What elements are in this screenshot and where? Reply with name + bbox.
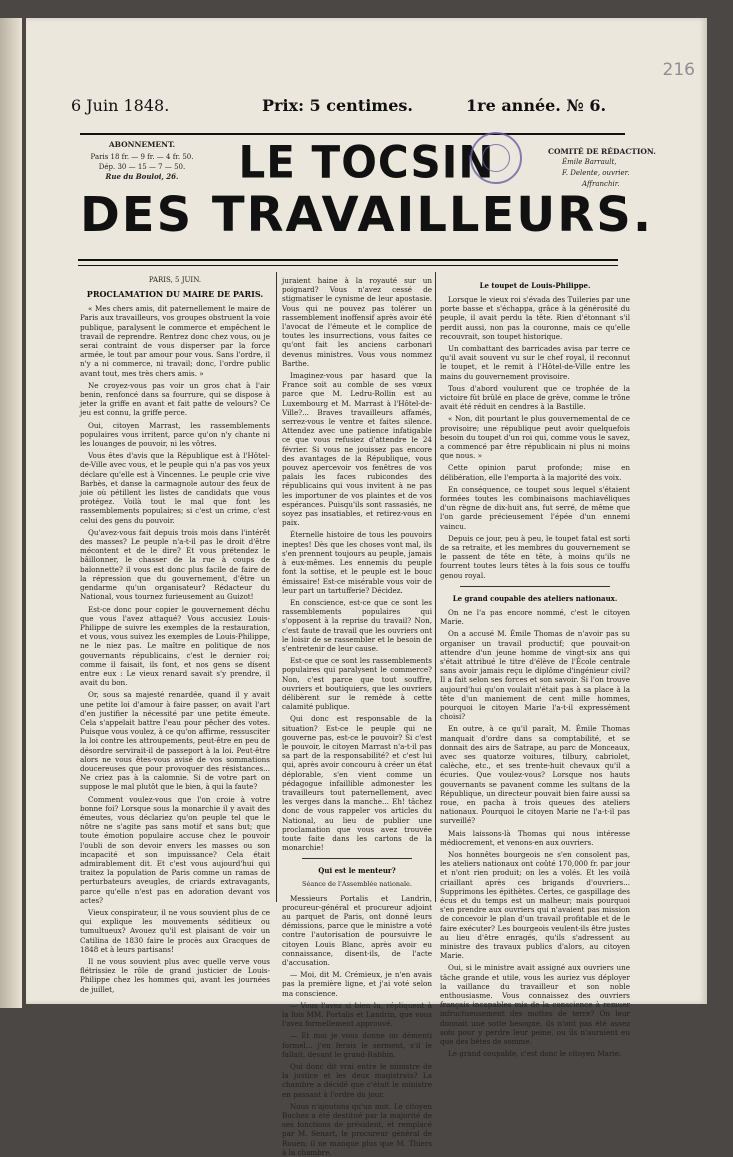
article-subheading: Séance de l'Assemblée nationale. (302, 880, 412, 889)
column-separator-1 (276, 272, 277, 902)
issue-number: 1re année. № 6. (466, 96, 607, 115)
paragraph: Cette opinion parut profonde; mise en délibération, elle l'emporta à la majorité des voix. (440, 463, 630, 482)
column-1 (80, 276, 270, 994)
masthead-title-line1: LE TOCSIN (238, 136, 495, 189)
article-heading-ateliers: Le grand coupable des ateliers nationaux. (452, 593, 618, 603)
article-heading-menteur: Qui est le menteur? (318, 866, 396, 876)
paragraph: Depuis ce jour, peu à peu, le toupet fatal est sorti de sa retraite, et les membres du gouvernement se le passent de tête en tête, à moins qu'ils ne fourrent toutes leurs têtes à la fois sous ce touffu genou royal. (440, 533, 630, 580)
paragraph: — Vous l'avez si bien lu, répliquent à la fois MM. Portalis et Landrin, que vous l'avez formellement approuvé. (282, 1000, 432, 1029)
paragraph: « Non, dit pourtant le plus gouvernemental de ce provisoire; une république peut avoir quelquefois besoin du toupet d'un roi qui, comme vous le savez, a commencé par être républicain ni plus ni moins que nous. » (440, 414, 630, 461)
issue-date: 6 Juin 1848. (71, 96, 170, 115)
column-2 (282, 276, 432, 1157)
paragraph: Un combattant des barricades avisa par terre ce qu'il avait souvent vu sur le chef royal, il reconnut le toupet, et le remit à l'Hôtel-de-Ville entre les mains du gouvernement provisoire. (440, 344, 630, 381)
paragraph: Est-ce que ce sont les rassemblements populaires qui paralysent le commerce? Non, c'est parce que tout souffre, ouvriers et boutiquiers, que les ouvriers délibèrent sur le remède à cette calamité publique. (282, 656, 432, 712)
library-stamp (470, 132, 522, 184)
article-divider (302, 858, 412, 859)
subscription-departments: Dép. 30 — 15 — 7 — 50. (98, 163, 186, 171)
paragraph: Vieux conspirateur, il ne vous souvient plus de ce qui explique les mouvements séditieux ou tumultueux? Avouez qu'il est plaisant de voir un Catilina de 1830 faire le procès aux Gracques de 1848 et à leurs partisans! (80, 908, 270, 954)
paragraph: En conscience, est-ce que ce sont les rassemblements populaires qui s'opposent à la reprise du travail? Non, c'est faute de travail que les ouvriers ont le loisir de se rassembler et le besoin de s'entretenir de leur cause. (282, 597, 432, 653)
paragraph: Il ne vous souvient plus avec quelle verve vous flétrissiez le rôle de grand justicier de Louis-Philippe chez les hommes qui, avant les journées de juillet, (80, 957, 270, 994)
paragraph: Le grand coupable, c'est donc le citoyen Marie. (448, 1049, 622, 1059)
paragraph: Or, sous sa majesté renardée, quand il y avait une petite loi d'amour à faire passer, on avait l'art d'en justifier la nécessité par une petite émeute. Cela s'appelait battre l'eau pour pêcher des votes. Puisque vous voulez, à ce qu'on affirme, ressusciter la loi contre les attroupements, peut-être en peu de désordre servirait-il de passeport à la loi. Peut-être alors ne vous êtes-vous avisé de vos sommations doucereuses que pour provoquer des résistances... Ne criez pas à la calomnie. Si de votre part on suppose le mal plutôt que le bien, à qui la faute? (80, 690, 270, 792)
article-divider (460, 586, 610, 587)
committee-note: Affranchir. (582, 180, 620, 188)
paragraph: Lorsque le vieux roi s'évada des Tuileries par une porte basse et s'échappa, grâce à la générosité du peuple, il avait perdu la tête. Rien d'étonnant s'il perdit aussi, non pas la couronne, mais ce qu'elle recouvrait, son toupet historique. (440, 295, 630, 341)
paragraph: Mais laissons-là Thomas qui nous intéresse médiocrement, et venons-en aux ouvriers. (440, 828, 630, 847)
paragraph: « Mes chers amis, dit paternellement le maire de Paris aux travailleurs, vos groupes obstruent la voie publique, paralysent le commerce et empêchent le travail de reprendre. Rentrez donc chez vous, ou je serai contraint de vous disperser par la force armée, le tout par amour pour vous. Sans l'ordre, il n'y a ni commerce, ni travail; donc, l'ordre public avant tout, mes très chers amis. » (80, 304, 270, 378)
paragraph: Qui donc est responsable de la situation? Est-ce le peuple qui ne gouverne pas, est-ce le pouvoir? Si c'est le pouvoir, le citoyen Marrast n'a-t-il pas sa part de la responsabilité? et c'est lui qui, après avoir concouru à créer un état déplorable, s'en vient comme un pédagogue infaillible admonester les travailleurs tout paternellement, avec les verges dans la manche... Eh! tâchez donc de vous rappeler vos articles du National, au lieu de publier une proclamation que vous avez trouvée toute faite dans les cartons de la monarchie! (282, 714, 432, 853)
committee-title: COMITÉ DE RÉDACTION. (548, 147, 656, 156)
paragraph: Tous d'abord voulurent que ce trophée de la victoire fût brûlé en place de grève, comme le trône avait été réduit en cendres à la Bastille. (440, 383, 630, 412)
paragraph: — Moi, dit M. Crémieux, je n'en avais pas la première ligne, et j'ai voté selon ma conscience. (282, 970, 432, 998)
paragraph: Oui, si le ministre avait assigné aux ouvriers une tâche grande et utile, vous les auriez vus déployer la vaillance du travailleur et son noble enthousiasme. Vous connaissez des ouvriers français incapables mis de la conscience à remuer infructueusement des mottes de terre? On leur donnait une sotte besogne, ils n'ont pas été assez sots pour y perdre leur peine, ou ils n'auraient eu que des bêtes de somme. (440, 963, 630, 1047)
paragraph: Vous êtes d'avis que la République est à l'Hôtel-de-Ville avec vous, et le peuple qui n'a pas vos yeux déclare qu'elle est à Vincennes. Le peuple crie vive Barbès, et danse la carmagnole autour des feux de joie où pétillent les listes de candidats que vous protégez. Voilà tout le mal que font les rassemblements populaires; si c'est un crime, c'est celui des gens du pouvoir. (80, 451, 270, 525)
article-heading-proclamation: PROCLAMATION DU MAIRE DE PARIS. (86, 289, 264, 300)
subscription-address: Rue du Bouloi, 26. (105, 172, 179, 181)
committee-member-1: Émile Barrault, (562, 158, 617, 166)
paragraph: Comment voulez-vous que l'on croie à votre bonne foi? Lorsque sous la monarchie il y avait des émeutes, vous déclariez qu'on peuple tel que le nôtre ne s'agite pas sans motif et sans but; que toute émotion populaire accuse chez le pouvoir l'oubli de son devoir envers les masses ou son incapacité et son impuissance? Cela était admirablement dit. Et c'est vous aujourd'hui qui traitez la population de Paris comme un ramas de perturbateurs aveugles, de criards extravagants, parce qu'elle n'est pas en adoration devant vos actes? (80, 794, 270, 905)
subscription-title: ABONNEMENT. (108, 140, 176, 149)
masthead-bottom-rule-2 (78, 265, 618, 266)
masthead-title-line2: DES TRAVAILLEURS. (79, 187, 654, 243)
article-heading-toupet: Le toupet de Louis-Philippe. (479, 281, 591, 290)
paragraph: Est-ce donc pour copier le gouvernement déchu que vous l'avez attaqué? Vous accusiez Louis-Philippe de suivre les exemples de la restauration, et vous, vous suivez les exemples de Louis-Philippe, ne le niez pas. Le maître en politique de nos gouvernants républicains, c'est le dernier roi; comme il faisait, ils font, et nos gens se disent entre eux : Le vieux renard savait s'y prendre, il avait du bon. (80, 604, 270, 688)
paragraph: Éternelle histoire de tous les pouvoirs ineptes! Dès que les choses vont mal, ils s'en prennent toujours au peuple, jamais à eux-mêmes. Les ennemis du peuple font la sottise, et le peuple est le bouc émissaire! Est-ce misérable vous voir de leur part un tartufferie? Décidez. (282, 530, 432, 595)
paragraph: En conséquence, ce toupet sous lequel s'étaient formées toutes les combinaisons machiavéliques d'un règne de dix-huit ans, fut serré, de même que l'on garde précieusement l'épée d'un ennemi vaincu. (440, 484, 630, 531)
paragraph: Qu'avez-vous fait depuis trois mois dans l'intérêt des masses? Le peuple n'a-t-il pas le droit d'être mécontent et de le dire? Et vous prétendez le bâillonner, le chasser de la rue à coups de baïonnette? il vous est donc plus facile de faire de la répression que du gouvernement, d'être un gendarme qu'un organisateur? Rédacteur du National, vous tournez furieusement au Guizot! (80, 527, 270, 602)
paragraph: En outre, à ce qu'il paraît, M. Émile Thomas manquait d'ordre dans sa comptabilité, et se donnait des airs de Satrape, au parc de Monceaux, avec ses quatorze voitures, tilbury, cabriolet, calèche, etc., et ses trente-huit chevaux qu'il a écuries. Que voulez-vous? Lorsque nos hauts gouvernants se pavanent comme les sultans de la République, un directeur pouvait bien faire aussi sa roue, en pacha à trois queues des ateliers nationaux. Pourquoi le citoyen Marie ne l'a-t-il pas surveillé? (440, 724, 630, 826)
dateline: PARIS, 5 JUIN. (148, 276, 202, 284)
paragraph: Messieurs Portalis et Landrin, procureur-général et procureur adjoint au parquet de Paris, ont donné leurs démissions, parce que le ministre a voté contre l'autorisation de poursuivre le citoyen Louis Blanc, après avoir eu connaissance, disent-ils, de l'acte d'accusation. (282, 893, 432, 968)
paragraph: Nous n'ajoutons qu'un mot. Le citoyen Buchez a été destitué par la majorité de ses fonctions de président, et remplacé par M. Senart, le procureur général de Rouen; il ne manque plus que M. Thiers à la chambre. (282, 1101, 432, 1157)
paragraph: Ne croyez-vous pas voir un gros chat à l'air benin, renfoncé dans sa fourrure, qui se dispose à jeter la griffe en avant et fait patte de velours? Ce jeu est connu, la griffe perce. (80, 380, 270, 418)
paragraph: Qui donc dit vrai entre le ministre de la justice et les deux magistrats? La chambre a décidé que c'était le ministre en passant à l'ordre du jour. (282, 1062, 432, 1099)
paragraph: juraient haine à la royauté sur un poignard? Vous n'avez cessé de stigmatiser le cynisme de leur apostasie. Vous qui ne pouvez pas tolérer un rassemblement inoffensif après avoir été l'avocat de l'émeute et le complice de toutes les insurrections, vous faites ce qu'ont fait les anciens carbonari devenus ministres. Vous vous nommez Barthe. (282, 276, 432, 368)
paragraph: On a accusé M. Émile Thomas de n'avoir pas su organiser un travail productif; que pouvait-on attendre d'un jeune homme de vingt-six ans qui s'était attribué le titre d'élève de l'École centrale sans avoir jamais reçu le diplôme d'ingénieur civil? Il a fait selon ses forces et son savoir. Si l'on trouve aujourd'hui qu'on voulait n'était pas à sa place à la tête d'un maniement de cent mille hommes, pourquoi le citoyen Marie l'a-t-il expressément choisi? (440, 629, 630, 722)
masthead-top-rule (80, 133, 625, 135)
subscription-paris: Paris 18 fr. — 9 fr. — 4 fr. 50. (90, 153, 194, 161)
issue-price: Prix: 5 centimes. (262, 96, 413, 115)
paragraph: On ne l'a pas encore nommé, c'est le citoyen Marie. (440, 607, 630, 627)
shelfmark: 216 (662, 60, 695, 80)
paragraph: Imaginez-vous par hasard que la France soit au comble de ses vœux parce que M. Ledru-Rollin est au Luxembourg et M. Marrast à l'Hôtel-de-Ville?... Braves travailleurs affamés, serrez-vous le ventre et faites silence. Attendez avec une patience infatigable ce que vous refusiez d'attendre le 24 février. Si vous ne jouissez pas encore des avantages de la République, vous pouvez apercevoir vos fenêtres de vos palais les faces rubicondes des républicains qui vous invitent à ne pas les importuner de vos plaintes et de vos espérances. Puisqu'ils sont rassasiés, ne soyez pas insatiables, et retirez-vous en paix. (282, 371, 432, 528)
column-3 (440, 276, 630, 1059)
paragraph: — Et moi je vous donne un démenti formel... j'en ferais le serment, s'il le fallait, devant le grand-Rabbin. (282, 1031, 432, 1059)
editorial-committee (548, 146, 668, 190)
column-separator-2 (435, 272, 436, 902)
paragraph: Nos honnêtes bourgeois ne s'en consolent pas, les ateliers nationaux ont coûté 170,000 fr. par jour et n'ont rien produit; on les a volés. Et les voilà criaillant après ces brigands d'ouvriers... Supprimons les épithètes. Certes, ce gaspillage des écus et du temps est un malheur; mais pourquoi s'en prendre aux ouvriers qui n'avaient pas mission de concevoir le plan d'un travail profitable et de le faire exécuter? Les bourgeois veulent-ils être justes au lieu d'être enragés, qu'ils s'adressent au ministre des travaux publics d'alors, au citoyen Marie. (440, 849, 630, 961)
committee-member-2: F. Delente, ouvrier. (562, 169, 630, 177)
paragraph: Oui, citoyen Marrast, les rassemblements populaires vous irritent, parce qu'on n'y chante ni les louanges de pouvoir, ni les vôtres. (80, 420, 270, 449)
masthead-bottom-rule-1 (78, 259, 618, 261)
